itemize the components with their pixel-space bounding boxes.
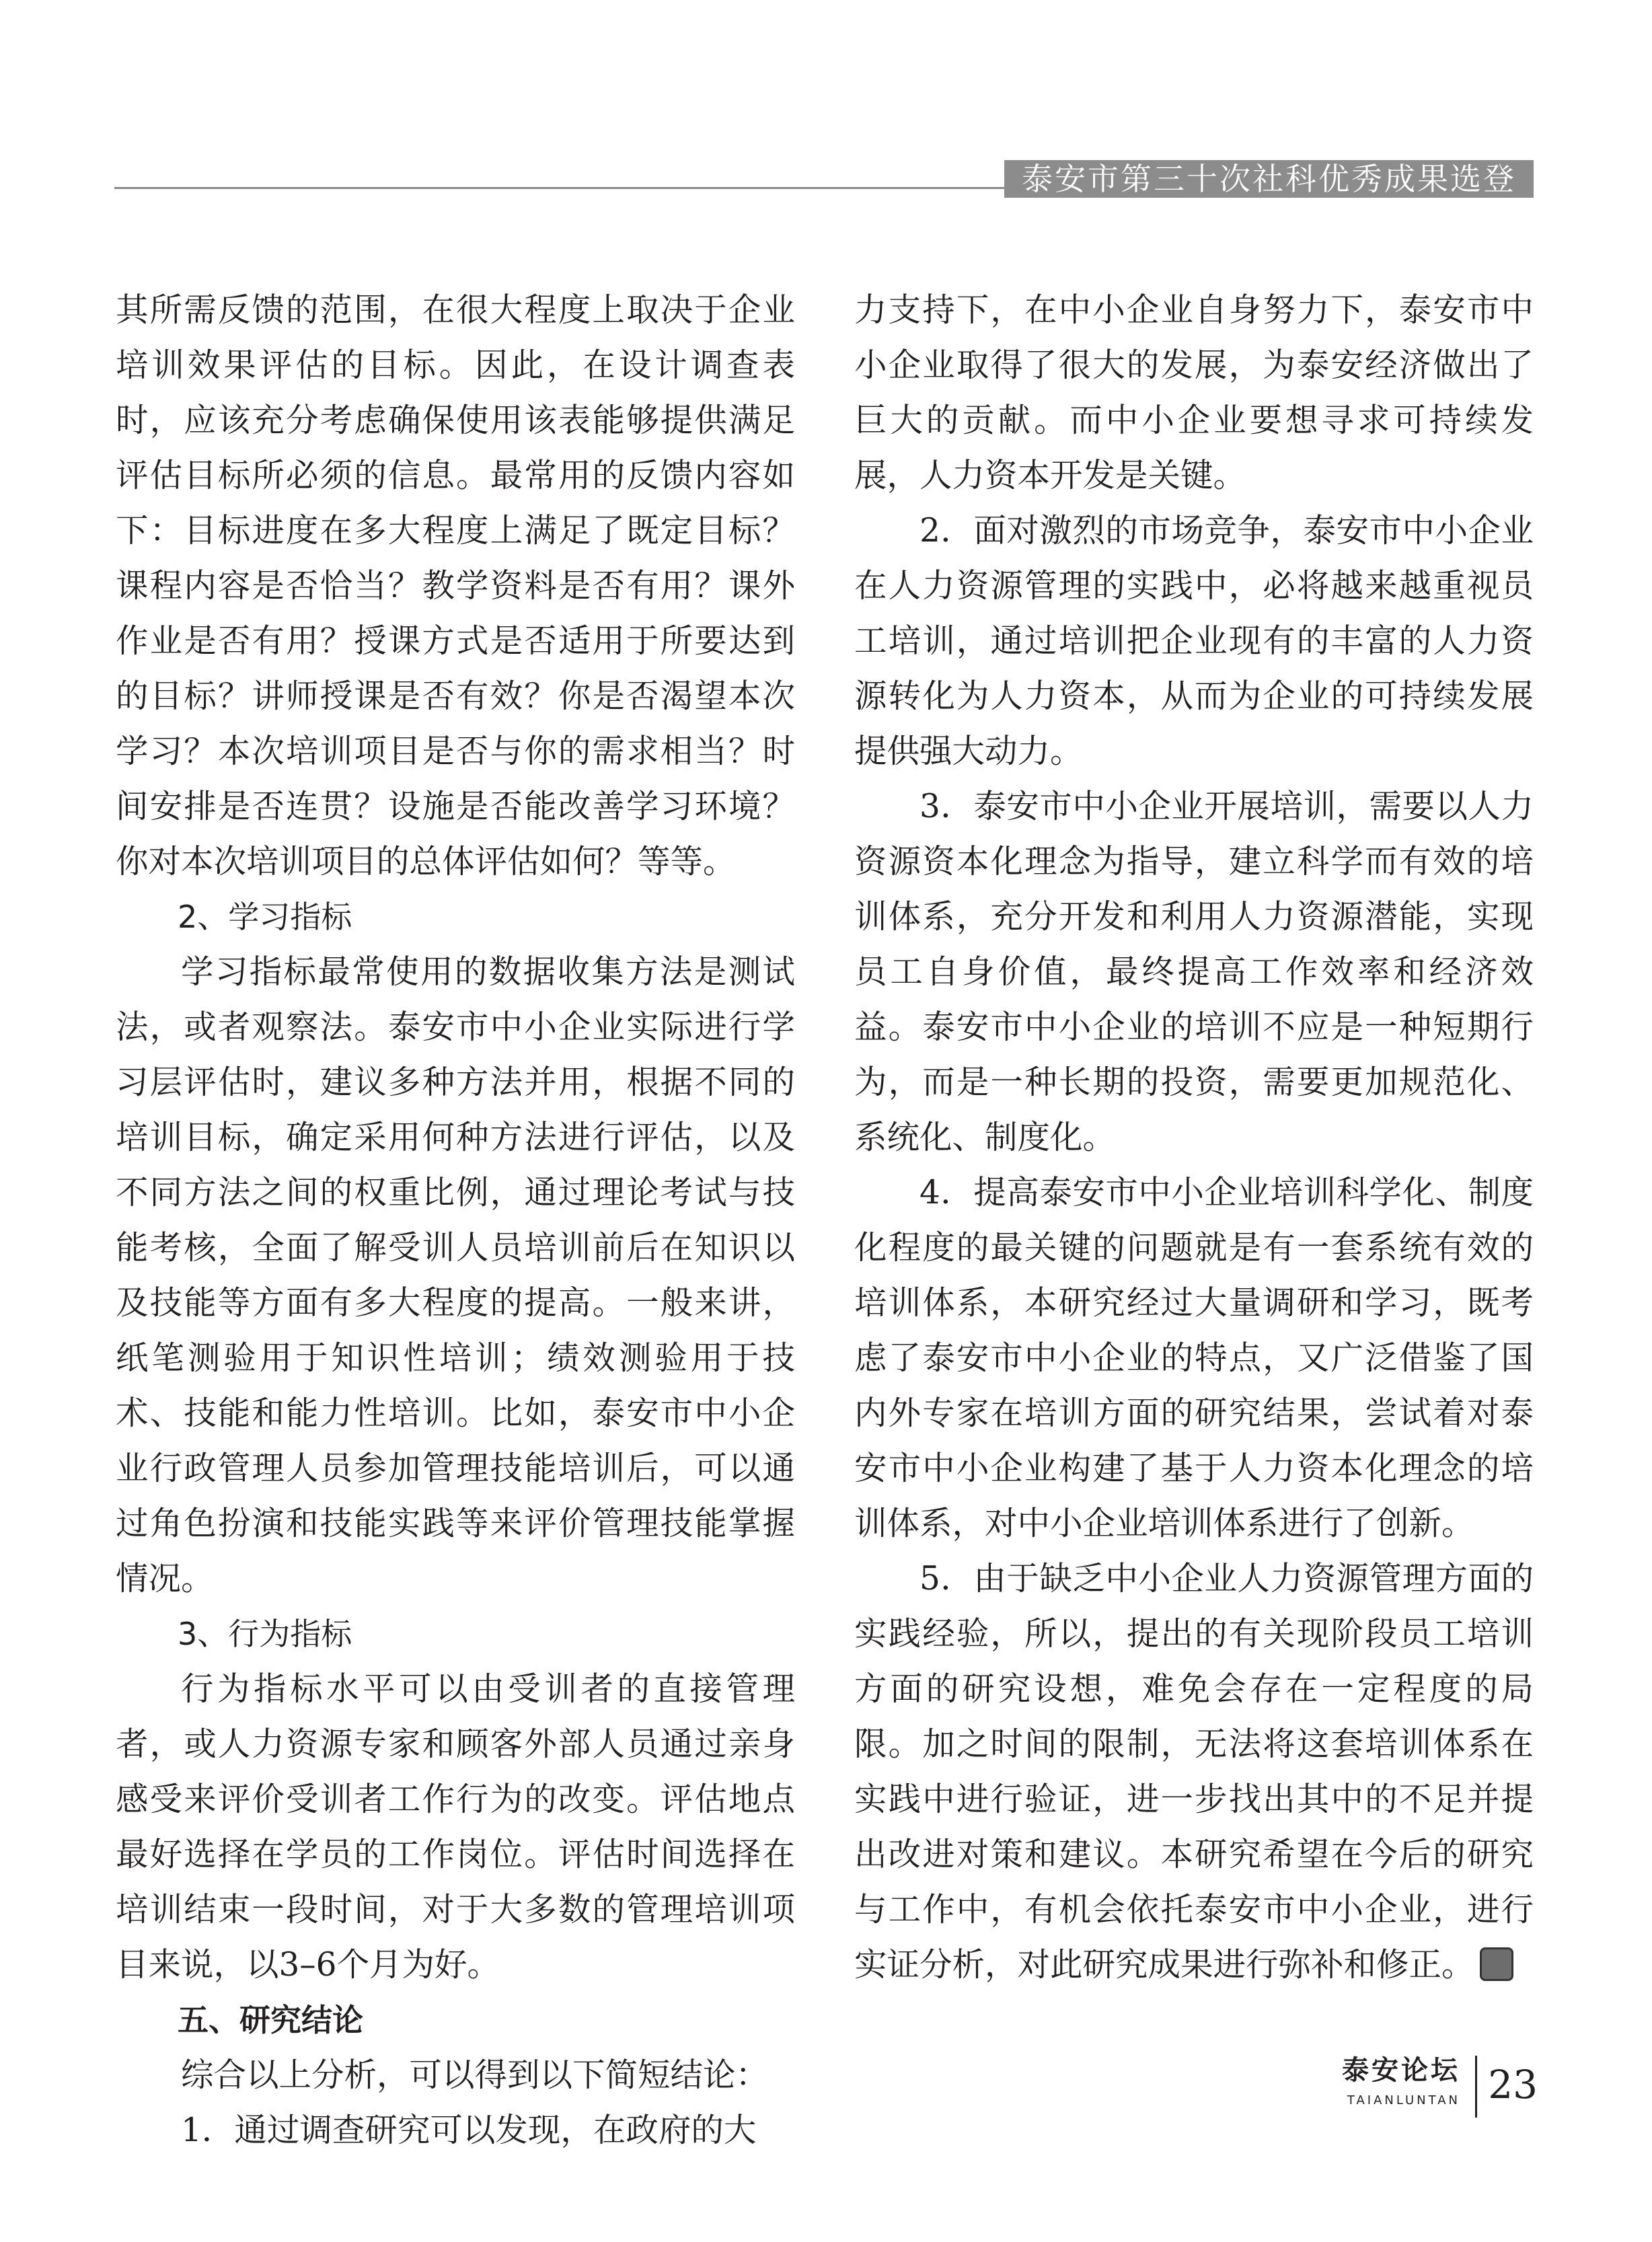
subheading: 2、学习指标 bbox=[178, 899, 352, 935]
paragraph: 综合以上分析，可以得到以下简短结论： bbox=[181, 2056, 769, 2094]
paragraph: 力支持下，在中小企业自身努力下，泰安市中小企业取得了很大的发展，为泰安经济做出了巨大的贡献。而中小企业要想寻求可持续发展，人力资本开发是关键。 bbox=[854, 291, 1534, 494]
paragraph: 学习指标最常使用的数据收集方法是测试法，或者观察法。泰安市中小企业实际进行学习层评估时，建议多种方法并用，根据不同的培训目标，确定采用何种方法进行评估，以及不同方法之间的权重比例，通过理论考试与技能考核，全面了解受训人员培训前后在知识以及技能等方面有多大程度的提高。一般来讲，纸笔测验用于知识性培训；绩效测验用于技术、技能和能力性培训。比如，泰安市中小企业行政管理人员参加管理技能培训后，可以通过角色扮演和技能实践等来评价管理技能掌握情况。 bbox=[116, 953, 795, 1598]
paragraph: 3．泰安市中小企业开展培训，需要以人力资源资本化理念为指导，建立科学而有效的培训体系，充分开发和利用人力资源潜能，实现员工自身价值，最终提高工作效率和经济效益。泰安市中小企业的培训不应是一种短期行为，而是一种长期的投资，需要更加规范化、系统化、制度化。 bbox=[854, 788, 1534, 1156]
end-mark-icon bbox=[1480, 1947, 1513, 1981]
paragraph-last bbox=[854, 1551, 1534, 1992]
page-footer bbox=[1309, 2052, 1538, 2126]
paragraph: 2．面对激烈的市场竞争，泰安市中小企业在人力资源管理的实践中，必将越来越重视员工培训，通过培训把企业现有的丰富的人力资源转化为人力资本，从而为企业的可持续发展提供强大动力。 bbox=[854, 512, 1534, 770]
paragraph: 1．通过调查研究可以发现，在政府的大 bbox=[181, 2112, 757, 2149]
paragraph: 4．提高泰安市中小企业培训科学化、制度化程度的最关键的问题就是有一套系统有效的培训体系，本研究经过大量调研和学习，既考虑了泰安市中小企业的特点，又广泛借鉴了国内外专家在培训方面的研究结果，尝试着对泰安市中小企业构建了基于人力资本化理念的培训体系，对中小企业培训体系进行了创新。 bbox=[854, 1174, 1534, 1542]
section-heading: 五、研究结论 bbox=[178, 2002, 363, 2038]
running-header: 泰安市第三十次社科优秀成果选登 bbox=[1004, 160, 1534, 198]
footer-divider bbox=[1475, 2056, 1477, 2118]
journal-name: 泰安论坛 bbox=[1342, 2055, 1460, 2086]
paragraph: 其所需反馈的范围，在很大程度上取决于企业培训效果评估的目标。因此，在设计调查表时，应该充分考虑确保使用该表能够提供满足评估目标所必须的信息。最常用的反馈内容如下：目标进度在多大程度上满足了既定目标？课程内容是否恰当？教学资料是否有用？课外作业是否有用？授课方式是否适用于所要达到的目标？讲师授课是否有效？你是否渴望本次学习？本次培训项目是否与你的需求相当？时间安排是否连贯？设施是否能改善学习环境？你对本次培训项目的总体评估如何？等等。 bbox=[116, 291, 795, 881]
left-column bbox=[116, 283, 795, 2158]
paragraph: 行为指标水平可以由受训者的直接管理者，或人力资源专家和顾客外部人员通过亲身感受来评价受训者工作行为的改变。评估地点最好选择在学员的工作岗位。评估时间选择在培训结束一段时间，对于大多数的管理培训项目来说，以3–6个月为好。 bbox=[116, 1670, 795, 1984]
paragraph-text: 5．由于缺乏中小企业人力资源管理方面的实践经验，所以，提出的有关现阶段员工培训方面的研究设想，难免会存在一定程度的局限。加之时间的限制，无法将这套培训体系在实践中进行验证，进一步找出其中的不足并提出改进对策和建议。本研究希望在今后的研究与工作中，有机会依托泰安市中小企业，进行实证分析，对此研究成果进行弥补和修正。 bbox=[854, 1560, 1534, 1984]
subheading: 3、行为指标 bbox=[178, 1616, 352, 1652]
page-number: 23 bbox=[1488, 2062, 1538, 2107]
right-column bbox=[854, 283, 1534, 1992]
journal-name-pinyin: TAIANLUNTAN bbox=[1347, 2093, 1460, 2107]
